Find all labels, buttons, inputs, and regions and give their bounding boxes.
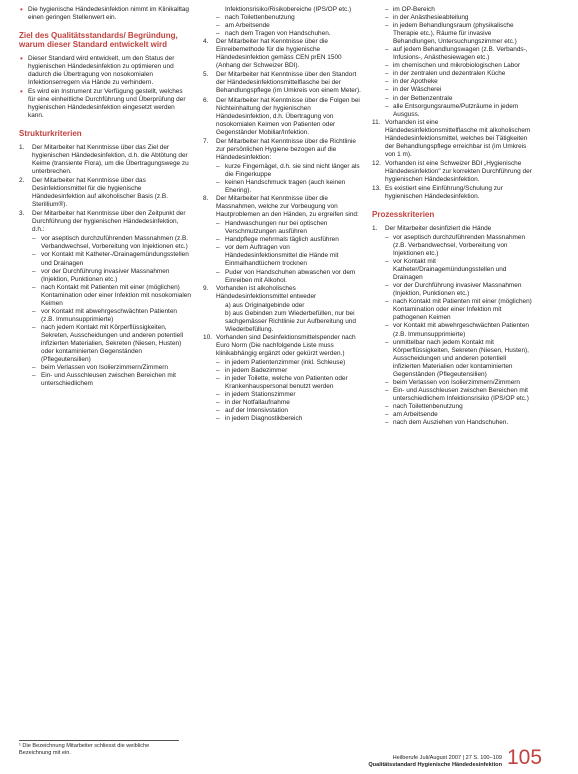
sub-item: – Ein- und Ausschleusen zwischen Bereichen mit unterschiedlichem Infektionsrisiko (IPS/OP etc.)	[372, 387, 532, 403]
item-text: Der Mitarbeiter hat Kenntnisse über die Richtlinie zur persönlichen Hygiene bezogen auf die Händedesinfektion:	[216, 137, 356, 161]
item-text: Der Mitarbeiter hat Kenntnisse über das Desinfektionsmittel für die hygienische Händedesinfektion auf alkoholischer Basis (z.B. Sterillium®).	[32, 177, 168, 209]
continued-line: – auf jedem Behandlungswagen (z.B. Verbands-, Infusions-, Anästhesiewagen etc.)	[372, 46, 532, 62]
item-number: 13.	[372, 185, 381, 193]
sub-item: – Handwaschungen nur bei optischen Verschmutzungen ausführen	[203, 220, 361, 236]
structure-heading: Strukturkriterien	[19, 129, 82, 139]
item-text: Der Mitarbeiter hat Kenntnisse über den Zeitpunkt der Durchführung der hygienischen Händedesinfektion, d.h.:	[32, 210, 186, 234]
continued-line: – alle Entsorgungsraume/Putzräume in jedem Ausguss.	[372, 103, 532, 119]
structure-list	[19, 144, 191, 388]
numbered-item	[203, 334, 361, 358]
continued-line: – in der Wäscherei	[372, 86, 532, 94]
continued-line: – in der Anästhesieabteilung	[372, 14, 532, 22]
numbered-item	[203, 38, 361, 70]
item-number: 6.	[203, 96, 209, 104]
continued-line: – nach dem Tragen von Handschuhen.	[203, 30, 361, 38]
numbered-item	[19, 144, 191, 176]
item-text: Der Mitarbeiter hat Kenntnisse über die Folgen bei Nichteinhaltung der hygienischen Händedesinfektion, d.h. Übertragung von nosokomialen Keimen von Patienten oder Gegenständer Mobiliar/Infektion.	[216, 96, 360, 136]
numbered-item	[19, 177, 191, 209]
lettered-item: b) aus Gebinden zum Wiederbefüllen, nur bei sachgemässer Richtlinie zur Aufbereitung und Wiederbefüllung.	[225, 309, 356, 333]
numbered-item	[372, 160, 532, 184]
item-number: 5.	[203, 71, 209, 79]
footnote: ¹ Die Bezeichnung Mitarbeiter schliesst die weibliche Bezeichnung mit ein.	[19, 740, 179, 757]
sub-item: – Handpflege mehrmals täglich ausführen	[203, 236, 361, 244]
sub-item: – Puder von Handschuhen abwaschen vor dem Einreiben mit Alkohol.	[203, 269, 361, 285]
structure-list-continued	[203, 38, 361, 423]
numbered-item	[19, 210, 191, 234]
numbered-item	[203, 138, 361, 162]
item-number: 12.	[372, 159, 381, 167]
item-number: 2.	[19, 177, 25, 185]
item-number: 1.	[19, 143, 25, 151]
journal-line: Heilberufe Juli/August 2007 | 27 S. 100–109	[392, 755, 502, 761]
sub-item: – unmittelbar nach jedem Kontakt mit Körperflüssigkeiten, Sekreten (Niesen, Husten), Ausscheidungen und anderen potentiell infizierten Materialien oder kontaminierten Gegenständen (Pflegeutensilien)	[372, 339, 532, 379]
numbered-item	[372, 225, 532, 233]
numbered-item	[203, 71, 361, 95]
sub-item: – in jedem Patientenzimmer (inkl. Schleuse)	[203, 359, 361, 367]
column-right	[372, 6, 532, 427]
sub-item: – keinen Handschmuck tragen (auch keinen Ehering).	[203, 179, 361, 195]
sub-item: – vor dem Auftragen von Händedesinfektionsmittel die Hände mit Einmalhandtüchern trocknen	[203, 244, 361, 268]
item-text: Vorhanden ist eine Händedesinfektionsmittelflasche mit alkoholischem Händedesinfektionsmittel, welches bei Tätigkeiten der Behandlungspflege erreichbar ist (im Umkreis von 1 m).	[385, 118, 531, 158]
page-footer	[368, 755, 502, 769]
sub-item: – vor Kontakt mit Katheter/Drainagemündungsstellen und Drainagen	[372, 258, 532, 282]
sub-item: – nach jedem Kontakt mit Körperflüssigkeiten, Sekreten, Ausscheidungen und anderen potentiell infizierten Materialien, Sekreten (Niesen, Husten) oder kontaminierten Gegenständen (Pflegeutensilien)	[19, 324, 191, 364]
item-text: Der Mitarbeiter hat Kenntnisse über die Einreibemethode für die hygienische Händedesinfektion gemäss CEN prEN 1500 (Anhang der Schweizer BDI).	[216, 38, 342, 70]
sub-item: – vor aseptisch durchzuführenden Massnahmen (z.B. Verbandwechsel, Vorbereitung von Injektionen etc.)	[372, 234, 532, 258]
continued-list	[372, 6, 532, 119]
intro-bullet: • Die hygienische Händedesinfektion nimmt im Klinikalltag einen geringen Stellenwert ein.	[19, 6, 191, 22]
numbered-item	[203, 285, 361, 301]
sub-item: – in jedem Stationszimmer	[203, 391, 361, 399]
continued-line: Infektionsrisiko/Risikobereiche (IPS/OP etc.)	[225, 6, 352, 13]
sub-item: – beim Verlassen von Isolierzimmern/Zimmern	[19, 364, 191, 372]
page-number: 105	[507, 746, 543, 769]
item-number: 8.	[203, 195, 209, 203]
continued-list	[203, 6, 361, 38]
continued-line: – in der Apotheke	[372, 78, 532, 86]
sub-item: – vor der Durchführung invasiver Massnahmen (Injektion, Punktionen etc.)	[372, 282, 532, 298]
item-number: 11.	[372, 118, 381, 126]
sub-item: – nach Kontakt mit Patienten mit einer (möglichen) Kontamination oder einer Infektion mit nosokomialen Keimen	[19, 284, 191, 308]
column-middle	[203, 6, 361, 423]
numbered-item	[203, 195, 361, 219]
item-text: Vorhanden sind Desinfektionsmittelspender nach Euro Norm (Die nachfolgende Liste muss klinikabhängig ergänzt oder gekürzt werden.)	[216, 333, 356, 357]
article-title-line: Qualitätsstandard Hygienische Händedesinfektion	[368, 762, 502, 768]
sub-item: – vor der Durchführung invasiver Massnahmen (Injektion, Punktionen etc.)	[19, 268, 191, 284]
numbered-item	[372, 185, 532, 201]
sub-item: – nach Toilettenbenutzung	[372, 403, 532, 411]
sub-item: – nach dem Ausziehen von Handschuhen.	[372, 419, 532, 427]
sub-item: – vor aseptisch durchzuführenden Massnahmen (z.B. Verbandwechsel, Vorbereitung von Injektionen etc.)	[19, 235, 191, 251]
item-text: Der Mitarbeiter hat Kenntnisse über das Ziel der hygienischen Händedesinfektion, d.h. die Abtötung der Keime (transiente Flora), um die Übertragungswege zu unterbrechen.	[32, 143, 189, 175]
goal-heading: Ziel des Qualitätsstandards/ Begründung, warum dieser Standard entwickelt wird	[19, 31, 178, 49]
sub-item: – vor Kontakt mit abwehrgeschwächten Patienten (z.B. Immunsupprimierte)	[372, 322, 532, 338]
item-text: Vorhanden ist alkoholisches Händedesinfektionsmittel entweder	[216, 284, 317, 300]
column-left	[19, 6, 191, 388]
item-number: 10.	[203, 333, 212, 341]
item-text: Es existiert eine Einführung/Schulung zur hygienischen Händedesinfektion.	[385, 185, 503, 201]
goal-list	[19, 55, 191, 120]
item-number: 7.	[203, 137, 209, 145]
continued-line: – nach Toilettenbenutzung	[203, 14, 361, 22]
item-text: Der Mitarbeiter hat Kenntnisse über den Standort der Händedesinfektionsmittelflasche bei der Behandlungspflege (im Umkreis von einem Meter).	[216, 71, 361, 95]
continued-line: – in der Bettenzentrale	[372, 95, 532, 103]
sub-item: – kurze Fingernägel, d.h. sie sind nicht länger als die Fingerkuppe	[203, 163, 361, 179]
sub-item: – vor Kontakt mit abwehrgeschwächten Patienten (z.B. Immunsupprimierte)	[19, 308, 191, 324]
continued-line: – in jedem Behandlungsraum (physikalische Therapie etc.), Räume für invasive Behandlungen, Untersuchungszimmer etc.)	[372, 22, 532, 46]
numbered-item	[203, 97, 361, 137]
sub-item: – vor Kontakt mit Katheter-/Drainagemündungsstellen und Drainagen	[19, 251, 191, 267]
process-heading: Prozesskriterien	[372, 210, 435, 220]
sub-item: – am Arbeitsende	[372, 411, 532, 419]
structure-list-continued	[372, 119, 532, 201]
sub-item: – in jedem Diagnostikbereich	[203, 415, 361, 423]
process-list	[372, 225, 532, 427]
continued-line: – in der zentralen und dezentralen Küche	[372, 70, 532, 78]
sub-item: – beim Verlassen von Isolierzimmern/Zimmern	[372, 379, 532, 387]
item-number: 4.	[203, 38, 209, 46]
lettered-item: a) aus Originalgebinde oder	[225, 301, 305, 309]
continued-line: – im chemischen und mikrobiologischen Labor	[372, 62, 532, 70]
numbered-item	[372, 119, 532, 159]
goal-bullet: • Es wird ein Instrument zur Verfügung gestellt, welches für eine einheitliche Durchführung und Überprüfung der hygienischen Händedesinfektion eingesetzt werden kann.	[19, 88, 191, 120]
sub-item: – in jedem Badezimmer	[203, 367, 361, 375]
continued-line: – am Arbeitsende	[203, 22, 361, 30]
item-number: 1.	[372, 224, 378, 232]
continued-line: – im OP-Bereich	[372, 6, 532, 14]
item-text: Der Mitarbeiter hat Kenntnisse über die Massnahmen, welche zur Vorbeugung von Hautproblemen an den Händen, zu ergreifen sind:	[216, 195, 359, 219]
sub-item: – in der Notfallaufnahme	[203, 399, 361, 407]
sub-item: – Ein- und Ausschleusen zwischen Bereichen mit unterschiedlichem	[19, 372, 191, 388]
item-number: 3.	[19, 210, 25, 218]
sub-item: – auf der Intensivstation	[203, 407, 361, 415]
item-text: Vorhanden ist eine Schweizer BDI „Hygienische Händedesinfektion" zur korrekten Durchführung der hygienischen Händedesinfektion.	[385, 159, 532, 183]
sub-item: – nach Kontakt mit Patienten mit einer (möglichen) Kontamination oder einer Infektion mit pathogenen Keimen	[372, 298, 532, 322]
item-text: Der Mitarbeiter desinfiziert die Hände	[385, 224, 492, 232]
goal-bullet: • Dieser Standard wird entwickelt, um den Status der hygienischen Händedesinfektion zu optimieren und dadurch die Übertragung von nosokomialen Infektionserregern via Hände zu verhindern.	[19, 55, 191, 87]
item-number: 9.	[203, 284, 209, 292]
sub-item: – in jeder Toilette, welche von Patienten oder Krankenhauspersonal benutzt werden	[203, 375, 361, 391]
